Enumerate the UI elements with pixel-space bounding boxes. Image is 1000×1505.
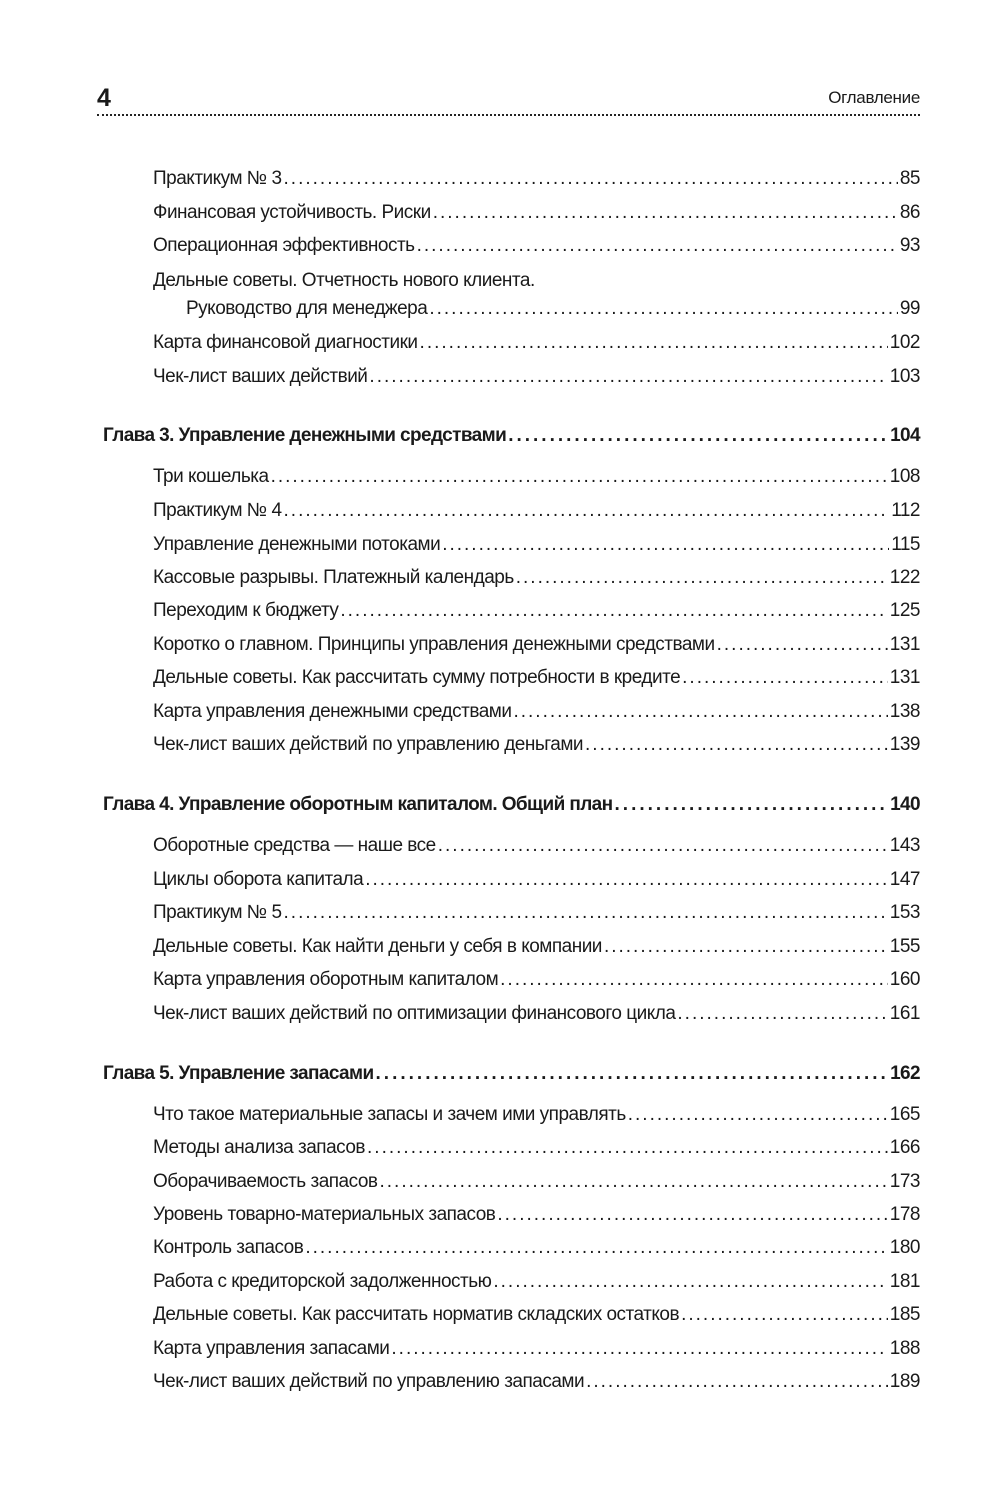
entry-page-number: 103 xyxy=(889,366,920,387)
entry-page-number: 99 xyxy=(899,298,920,319)
entry-page-number: 189 xyxy=(889,1371,920,1392)
entry-page-number: 147 xyxy=(889,869,920,890)
dot-leader xyxy=(586,1371,888,1393)
entry-title: Глава 4. Управление оборотным капиталом. Общий план xyxy=(103,794,613,815)
entry-page-number: 86 xyxy=(899,202,920,223)
entry-title: Практикум № 3 xyxy=(153,168,282,189)
dot-leader xyxy=(493,1271,887,1293)
entry-title: Практикум № 5 xyxy=(153,902,282,923)
entry-title: Дельные советы. Как рассчитать норматив складских остатков xyxy=(153,1304,680,1325)
entry-page-number: 166 xyxy=(889,1137,920,1158)
dot-leader xyxy=(271,466,888,488)
dot-leader xyxy=(442,534,889,556)
entry-title: Контроль запасов xyxy=(153,1237,304,1258)
entry-title: Практикум № 4 xyxy=(153,500,282,521)
entry-title: Чек-лист ваших действий по оптимизации финансового цикла xyxy=(153,1003,676,1024)
toc-entry[interactable] xyxy=(153,1137,920,1159)
toc-entry[interactable] xyxy=(153,567,920,589)
toc-entry[interactable] xyxy=(153,466,920,488)
toc-entry[interactable] xyxy=(153,168,920,190)
entry-page-number: 155 xyxy=(889,936,920,957)
toc-entry[interactable] xyxy=(153,1371,920,1393)
toc-chapter-entry[interactable] xyxy=(103,1063,920,1085)
entry-title: Карта управления запасами xyxy=(153,1338,390,1359)
entry-title: Операционная эффективность xyxy=(153,235,415,256)
toc-entry[interactable] xyxy=(153,1204,920,1226)
entry-page-number: 153 xyxy=(889,902,920,923)
toc-entry[interactable] xyxy=(153,835,920,857)
entry-page-number: 108 xyxy=(889,466,920,487)
entry-page-number: 162 xyxy=(890,1063,920,1084)
dot-leader xyxy=(628,1104,888,1126)
dot-leader xyxy=(284,500,890,522)
toc-entry[interactable] xyxy=(153,202,920,224)
entry-page-number: 85 xyxy=(899,168,920,189)
dot-leader xyxy=(681,1304,888,1326)
entry-page-number: 131 xyxy=(889,634,920,655)
entry-title: Глава 3. Управление денежными средствами xyxy=(103,425,507,446)
entry-title: Дельные советы. Отчетность нового клиента. xyxy=(153,270,535,291)
entry-title: Кассовые разрывы. Платежный календарь xyxy=(153,567,514,588)
entry-page-number: 122 xyxy=(889,567,920,588)
dot-leader xyxy=(433,202,898,224)
entry-page-number: 138 xyxy=(889,701,920,722)
entry-title: Карта финансовой диагностики xyxy=(153,332,418,353)
toc-entry[interactable] xyxy=(153,1304,920,1326)
toc-entry[interactable] xyxy=(153,235,920,257)
dot-leader xyxy=(340,600,887,622)
entry-page-number: 131 xyxy=(889,667,920,688)
toc-entry[interactable] xyxy=(153,600,920,622)
entry-title: Чек-лист ваших действий по управлению деньгами xyxy=(153,734,584,755)
toc-chapter-entry[interactable] xyxy=(103,794,920,816)
toc-entry[interactable] xyxy=(153,1003,920,1025)
toc-entry[interactable] xyxy=(186,298,920,320)
toc-entry[interactable] xyxy=(153,1171,920,1193)
toc-entry[interactable] xyxy=(153,366,920,388)
entry-title: Три кошелька xyxy=(153,466,269,487)
entry-page-number: 188 xyxy=(889,1338,920,1359)
entry-page-number: 125 xyxy=(889,600,920,621)
toc-entry[interactable] xyxy=(153,270,920,292)
dot-leader xyxy=(717,634,888,656)
toc-entry[interactable] xyxy=(153,902,920,924)
dot-leader xyxy=(615,794,889,816)
dot-leader xyxy=(391,1338,887,1360)
toc-entry[interactable] xyxy=(153,1338,920,1360)
entry-title: Циклы оборота капитала xyxy=(153,869,364,890)
entry-page-number: 93 xyxy=(899,235,920,256)
entry-page-number: 180 xyxy=(889,1237,920,1258)
entry-page-number: 173 xyxy=(889,1171,920,1192)
toc-chapter-entry[interactable] xyxy=(103,425,920,447)
dot-leader xyxy=(500,969,888,991)
toc-entry[interactable] xyxy=(153,1104,920,1126)
entry-title: Методы анализа запасов xyxy=(153,1137,366,1158)
dot-leader xyxy=(367,1137,888,1159)
entry-title: Карта управления денежными средствами xyxy=(153,701,512,722)
dot-leader xyxy=(305,1237,887,1259)
dot-leader xyxy=(380,1171,888,1193)
entry-title: Дельные советы. Как рассчитать сумму потребности в кредите xyxy=(153,667,681,688)
dot-leader xyxy=(365,869,888,891)
entry-title: Руководство для менеджера xyxy=(186,298,428,319)
entry-page-number: 140 xyxy=(890,794,920,815)
entry-title: Работа с кредиторской задолженностью xyxy=(153,1271,492,1292)
entry-page-number: 161 xyxy=(889,1003,920,1024)
entry-page-number: 165 xyxy=(889,1104,920,1125)
entry-page-number: 139 xyxy=(889,734,920,755)
running-title: Оглавление xyxy=(828,88,920,107)
dot-leader xyxy=(376,1063,889,1085)
dot-leader xyxy=(284,902,888,924)
dot-leader xyxy=(420,332,888,354)
dot-leader xyxy=(516,567,888,589)
entry-title: Карта управления оборотным капиталом xyxy=(153,969,499,990)
toc-entry[interactable] xyxy=(153,1237,920,1259)
entry-title: Чек-лист ваших действий xyxy=(153,366,368,387)
entry-title: Дельные советы. Как найти деньги у себя в компании xyxy=(153,936,602,957)
entry-title: Чек-лист ваших действий по управлению запасами xyxy=(153,1371,585,1392)
page-number: 4 xyxy=(97,84,111,112)
entry-page-number: 102 xyxy=(889,332,920,353)
dot-leader xyxy=(682,667,888,689)
entry-title: Оборотные средства — наше все xyxy=(153,835,436,856)
dot-leader xyxy=(513,701,887,723)
entry-page-number: 178 xyxy=(889,1204,920,1225)
dot-leader xyxy=(604,936,888,958)
entry-title: Оборачиваемость запасов xyxy=(153,1171,378,1192)
dot-leader xyxy=(677,1003,887,1025)
dot-leader xyxy=(429,298,898,320)
toc-entry[interactable] xyxy=(153,734,920,756)
entry-title: Что такое материальные запасы и зачем ими управлять xyxy=(153,1104,626,1125)
entry-page-number: 115 xyxy=(891,534,920,555)
toc-entry[interactable] xyxy=(153,634,920,656)
dot-leader xyxy=(284,168,898,190)
toc-entry[interactable] xyxy=(153,936,920,958)
toc-entry[interactable] xyxy=(153,332,920,354)
toc-entry[interactable] xyxy=(153,701,920,723)
entry-page-number: 112 xyxy=(891,500,920,521)
toc-entry[interactable] xyxy=(153,500,920,522)
entry-title: Финансовая устойчивость. Риски xyxy=(153,202,431,223)
entry-page-number: 185 xyxy=(889,1304,920,1325)
dot-leader xyxy=(417,235,898,257)
page-header xyxy=(97,84,920,120)
entry-page-number: 143 xyxy=(889,835,920,856)
toc-entry[interactable] xyxy=(153,1271,920,1293)
entry-title: Переходим к бюджету xyxy=(153,600,339,621)
entry-title: Уровень товарно-материальных запасов xyxy=(153,1204,496,1225)
entry-page-number: 104 xyxy=(890,425,920,446)
entry-title: Управление денежными потоками xyxy=(153,534,441,555)
toc-entry[interactable] xyxy=(153,534,920,556)
dot-leader xyxy=(497,1204,887,1226)
entry-page-number: 160 xyxy=(889,969,920,990)
dotted-divider xyxy=(97,114,920,116)
toc-entry[interactable] xyxy=(153,969,920,991)
dot-leader xyxy=(438,835,888,857)
dot-leader xyxy=(369,366,887,388)
toc-entry[interactable] xyxy=(153,667,920,689)
entry-title: Коротко о главном. Принципы управления денежными средствами xyxy=(153,634,715,655)
dot-leader xyxy=(508,425,888,447)
entry-title: Глава 5. Управление запасами xyxy=(103,1063,374,1084)
dot-leader xyxy=(585,734,888,756)
entry-page-number: 181 xyxy=(889,1271,920,1292)
toc-entry[interactable] xyxy=(153,869,920,891)
